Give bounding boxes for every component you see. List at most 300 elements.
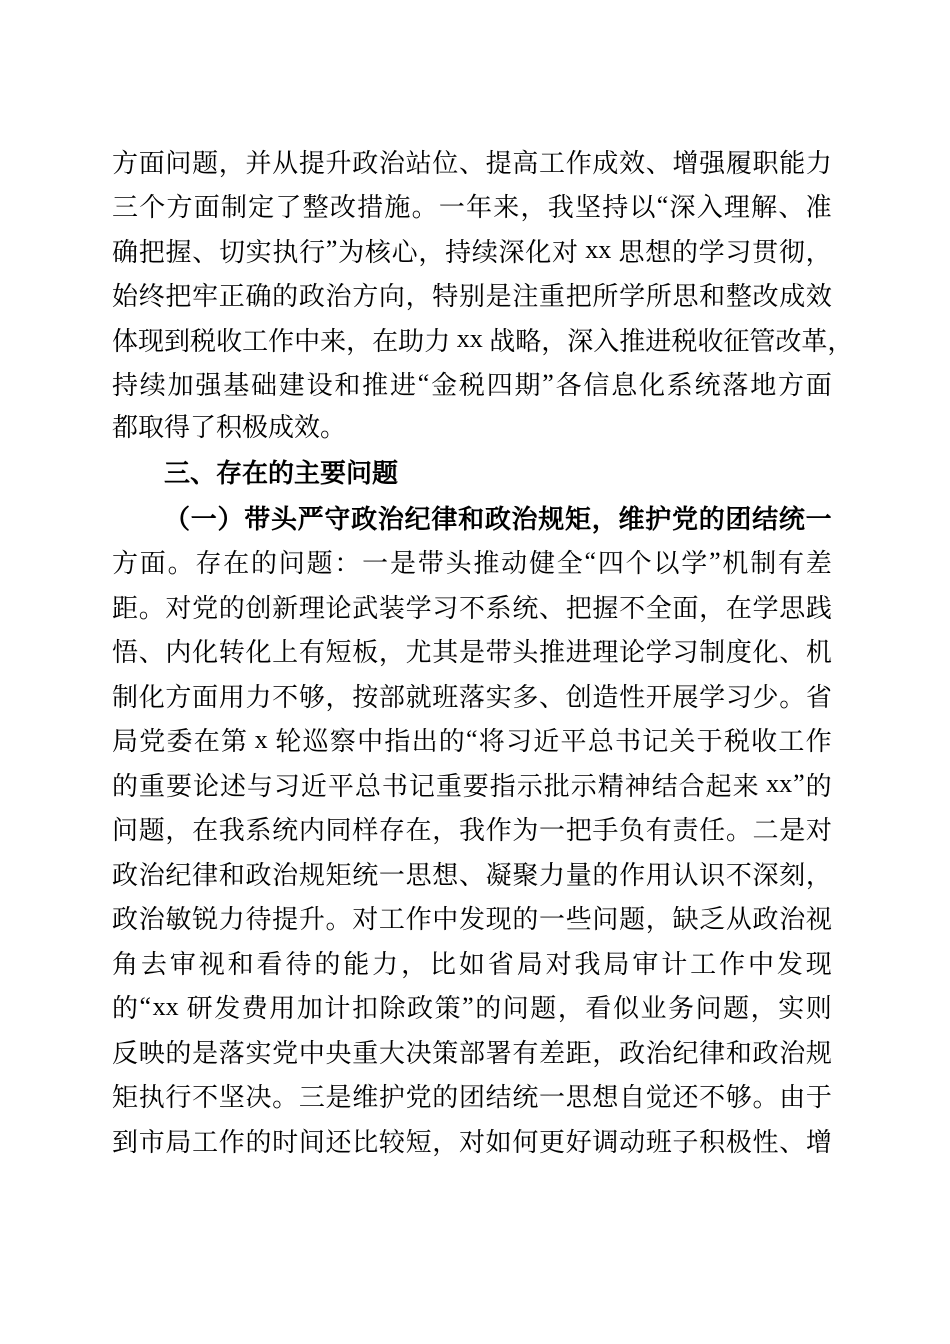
text-line	[112, 851, 832, 896]
text-line	[112, 362, 832, 407]
text-line	[112, 584, 832, 629]
text-token: 在	[192, 816, 219, 846]
text-token: 板	[352, 638, 379, 668]
text-token: 治	[325, 282, 352, 312]
text-token: ，	[805, 860, 832, 890]
text-token: 理	[298, 593, 325, 623]
text-token: 工	[192, 1127, 219, 1157]
text-token: 以	[653, 549, 680, 579]
text-token: 深	[752, 860, 779, 890]
text-token: 矩	[112, 1083, 139, 1113]
text-token: 持	[112, 371, 139, 401]
text-token: 效	[805, 282, 832, 312]
text-token: ”	[793, 769, 805, 799]
text-token: 进	[389, 371, 416, 401]
text-token: 党	[405, 1083, 432, 1113]
text-token: 量	[565, 860, 592, 890]
text-token: 记	[408, 771, 435, 801]
text-token: 面	[193, 193, 220, 223]
text-token: 确	[245, 282, 272, 312]
text-token: 纪	[404, 504, 431, 534]
text-token: 结	[651, 771, 678, 801]
text-token: ，	[591, 504, 618, 534]
text-token: 的	[432, 1083, 459, 1113]
text-token: 重	[352, 1038, 379, 1068]
text-token: 武	[352, 593, 379, 623]
text-token: 对	[352, 905, 379, 935]
text-token: 自	[619, 1083, 646, 1113]
text-line	[112, 1118, 832, 1163]
text-token: 确	[112, 237, 139, 267]
text-token: 从	[725, 905, 752, 935]
text-token: 中	[357, 727, 384, 757]
text-token: 思	[779, 593, 806, 623]
text-token: 三	[112, 193, 139, 223]
text-token: 化	[245, 638, 272, 668]
text-token: 的	[512, 905, 539, 935]
text-token: 握	[165, 237, 192, 267]
text-line	[112, 762, 832, 807]
text-token: 度	[725, 638, 752, 668]
text-token: 巡	[302, 727, 329, 757]
text-token: 不	[699, 1083, 726, 1113]
text-token: 样	[352, 816, 379, 846]
text-token: 并	[245, 148, 272, 178]
text-token: 提	[298, 148, 325, 178]
text-token: 整	[302, 193, 329, 223]
text-token: 实	[485, 682, 512, 712]
text-token: 工	[378, 905, 405, 935]
text-token: 所	[592, 282, 619, 312]
text-token: 任	[699, 816, 726, 846]
text-token: 第	[220, 727, 247, 757]
text-token: 学	[405, 593, 432, 623]
text-token: 方	[112, 549, 139, 579]
text-token: 是	[779, 816, 806, 846]
text-token: 出	[411, 727, 438, 757]
text-token: 局	[165, 1127, 192, 1157]
text-token: 动	[501, 549, 528, 579]
text-token: 化	[138, 682, 165, 712]
text-token: 我	[574, 949, 601, 979]
text-token: 思	[672, 282, 699, 312]
text-token: ，	[699, 593, 726, 623]
text-token: 不	[725, 860, 752, 890]
text-token: 学	[681, 549, 708, 579]
text-token: 推	[539, 638, 566, 668]
text-token: 税	[458, 371, 485, 401]
text-token: 问	[502, 994, 529, 1024]
text-token: 习	[273, 771, 300, 801]
text-token: 在	[223, 549, 250, 579]
text-token: 作	[719, 949, 746, 979]
text-token: 习	[672, 638, 699, 668]
text-token: 提	[272, 905, 299, 935]
text-token: ”	[462, 991, 474, 1021]
text-token: 起	[705, 771, 732, 801]
text-token: 问	[112, 816, 139, 846]
text-token: 律	[431, 504, 458, 534]
text-token: 进	[645, 326, 672, 356]
text-token: 系	[485, 593, 512, 623]
text-token: 施	[384, 193, 411, 223]
text-token: 推	[619, 326, 646, 356]
text-token: ，	[401, 949, 428, 979]
text-token: 。	[725, 816, 752, 846]
text-token: 略	[515, 326, 542, 356]
text-token: 习	[432, 593, 459, 623]
text-token: 在	[405, 816, 432, 846]
text-token: 措	[357, 193, 384, 223]
text-token: 定	[248, 193, 275, 223]
text-token: 动	[619, 1127, 646, 1157]
text-token: 习	[725, 237, 752, 267]
text-token: 在	[372, 326, 399, 356]
text-token: 署	[485, 1038, 512, 1068]
text-token: 解	[751, 193, 778, 223]
text-token: 为	[338, 237, 365, 267]
text-token: 少	[752, 682, 779, 712]
text-token: 将	[478, 727, 505, 757]
text-token: 化	[525, 237, 552, 267]
text-token: 化	[752, 638, 779, 668]
text-token: xx	[759, 769, 793, 799]
text-token: ，	[378, 638, 405, 668]
text-token: 平	[327, 771, 354, 801]
text-token: 、	[138, 638, 165, 668]
text-token: 局	[112, 727, 139, 757]
text-token: 的	[112, 771, 139, 801]
text-token: ，	[165, 816, 192, 846]
text-token: 聚	[512, 860, 539, 890]
text-token: 握	[592, 593, 619, 623]
text-line	[112, 317, 854, 362]
text-token: 治	[645, 1038, 672, 1068]
text-token: 整	[725, 282, 752, 312]
text-token: 题	[619, 905, 646, 935]
text-line	[112, 940, 832, 985]
text-token: 新	[272, 593, 299, 623]
text-token: 二	[752, 816, 779, 846]
text-token: 理	[723, 193, 750, 223]
text-token: 我	[458, 816, 485, 846]
text-token: 践	[805, 593, 832, 623]
text-token: ，	[805, 237, 832, 267]
text-token: 学	[619, 282, 646, 312]
text-token: ，	[541, 326, 568, 356]
text-token: 存	[378, 816, 405, 846]
text-token: 就	[405, 682, 432, 712]
text-token: 缺	[672, 905, 699, 935]
text-token: 是	[192, 1038, 219, 1068]
text-token: 续	[139, 371, 166, 401]
text-token: 去	[140, 949, 167, 979]
text-token: 是	[458, 638, 485, 668]
text-token: 方	[112, 148, 139, 178]
text-token: 力	[372, 949, 399, 979]
text-token: 尤	[405, 638, 432, 668]
text-token: 。	[167, 549, 194, 579]
text-token: 系	[666, 371, 693, 401]
text-token: 和	[334, 371, 361, 401]
text-token: ，	[346, 326, 373, 356]
text-token: 四	[486, 371, 513, 401]
text-token: 助	[398, 326, 425, 356]
text-token: 一	[438, 193, 465, 223]
text-token: 多	[512, 682, 539, 712]
text-token: 严	[297, 504, 324, 534]
text-token: 手	[592, 816, 619, 846]
text-token: 我	[218, 816, 245, 846]
text-token: 较	[378, 1127, 405, 1157]
text-token: 面	[192, 682, 219, 712]
text-token: 于	[696, 727, 723, 757]
text-token: 看	[585, 994, 612, 1024]
text-token: 向	[378, 282, 405, 312]
text-token: 系	[245, 816, 272, 846]
text-token: 头	[270, 504, 297, 534]
text-token: 收	[216, 326, 243, 356]
text-token: ，	[218, 148, 245, 178]
text-token: 统	[694, 371, 721, 401]
text-token: 现	[805, 949, 832, 979]
text-token: 造	[592, 682, 619, 712]
text-token: 和	[458, 504, 485, 534]
text-token: ，	[405, 282, 432, 312]
text-token: （	[164, 504, 191, 534]
text-token: 内	[298, 816, 325, 846]
text-token: 一	[190, 504, 217, 534]
text-token: 同	[325, 816, 352, 846]
text-token: 彻	[778, 237, 805, 267]
text-token: 比	[352, 1127, 379, 1157]
text-token: 提	[485, 148, 512, 178]
text-token: 中	[747, 949, 774, 979]
text-token: 发	[458, 905, 485, 935]
text-token: 工	[539, 148, 566, 178]
text-token: 近	[300, 771, 327, 801]
text-token: 想	[432, 860, 459, 890]
text-token: 按	[352, 682, 379, 712]
text-token: 务	[668, 994, 695, 1024]
text-token: 看	[256, 949, 283, 979]
text-token: 力	[245, 682, 272, 712]
text-token: 中	[432, 905, 459, 935]
text-token: 责	[672, 816, 699, 846]
text-token: ，	[432, 1127, 459, 1157]
text-token: 的	[698, 504, 725, 534]
text-token: 一	[539, 1083, 566, 1113]
text-token: 机	[805, 638, 832, 668]
text-token: 持	[445, 237, 472, 267]
text-token: 学	[752, 593, 779, 623]
text-token: 创	[565, 682, 592, 712]
text-token: 维	[352, 1083, 379, 1113]
text-token: 学	[645, 638, 672, 668]
text-token: 记	[642, 727, 669, 757]
text-token: 律	[699, 1038, 726, 1068]
text-token: 述	[219, 771, 246, 801]
text-token: 方	[352, 282, 379, 312]
text-token: 成	[779, 282, 806, 312]
text-token: 特	[432, 282, 459, 312]
text-token: 近	[533, 727, 560, 757]
text-token: 了	[275, 193, 302, 223]
text-token: 加	[167, 371, 194, 401]
text-token: 方	[166, 193, 193, 223]
text-token: 统	[272, 816, 299, 846]
text-token: ，	[645, 905, 672, 935]
text-token: 不	[192, 1083, 219, 1113]
text-token: 问	[165, 148, 192, 178]
text-token: 治	[779, 1038, 806, 1068]
text-token: 学	[698, 237, 725, 267]
text-token: 行	[299, 237, 326, 267]
text-token: 总	[587, 727, 614, 757]
text-token: 视	[198, 949, 225, 979]
text-token: 面	[805, 371, 832, 401]
text-token: 个	[625, 549, 652, 579]
text-token: 内	[165, 638, 192, 668]
text-token: 委	[166, 727, 193, 757]
text-token: 来	[732, 771, 759, 801]
text-token: 计	[324, 994, 351, 1024]
text-token: 深	[567, 326, 594, 356]
text-token: 到	[164, 326, 191, 356]
text-token: 政	[112, 860, 139, 890]
text-token: 书	[381, 771, 408, 801]
text-token: 纪	[672, 1038, 699, 1068]
text-line	[112, 228, 832, 273]
text-token: 班	[432, 682, 459, 712]
text-token: 方	[165, 682, 192, 712]
text-token: 革	[801, 326, 828, 356]
text-token: 刻	[779, 860, 806, 890]
text-token: 调	[592, 1127, 619, 1157]
text-token: 政	[351, 504, 378, 534]
section-heading: 三、存在的主要问题	[164, 457, 399, 488]
text-token: 行	[165, 1083, 192, 1113]
text-token: 论	[192, 771, 219, 801]
text-token: ，	[750, 994, 777, 1024]
text-token: 积	[699, 1127, 726, 1157]
text-token: 对	[805, 816, 832, 846]
text-token: 重	[539, 282, 566, 312]
text-token: 、	[192, 237, 219, 267]
text-token: 有	[645, 816, 672, 846]
text-token: 牢	[192, 282, 219, 312]
text-token: 统	[512, 1083, 539, 1113]
text-token: 落	[722, 371, 749, 401]
text-token: 似	[612, 994, 639, 1024]
text-line	[112, 896, 832, 941]
text-token: 的	[112, 994, 139, 1024]
text-token: 治	[378, 148, 405, 178]
text-token: ，	[418, 237, 445, 267]
text-token: 力	[218, 905, 245, 935]
text-token: 制	[220, 193, 247, 223]
text-token: 工	[778, 727, 805, 757]
text-token: 始	[112, 282, 139, 312]
text-token: 现	[138, 326, 165, 356]
text-token: 政	[352, 148, 379, 178]
text-token: 把	[138, 237, 165, 267]
text-token: 性	[619, 682, 646, 712]
text-token: 治	[272, 860, 299, 890]
text-token: 护	[645, 504, 672, 534]
text-token: 正	[218, 282, 245, 312]
text-token: 金	[431, 371, 458, 401]
text-token: 面	[138, 148, 165, 178]
text-token: 如	[458, 949, 485, 979]
text-token: 的	[805, 771, 832, 801]
text-token: 税	[190, 326, 217, 356]
text-token: 。	[411, 193, 438, 223]
text-token: 能	[779, 148, 806, 178]
text-token: 作	[268, 326, 295, 356]
text-token: 要	[462, 771, 489, 801]
text-token: 短	[405, 1127, 432, 1157]
text-token: 成	[592, 148, 619, 178]
text-token: 带	[485, 638, 512, 668]
text-token: 策	[434, 994, 461, 1024]
text-token: 省	[487, 949, 514, 979]
text-token: 的	[272, 282, 299, 312]
text-token: 注	[512, 282, 539, 312]
text-token: 、	[779, 638, 806, 668]
text-token: 局	[516, 949, 543, 979]
text-token: 装	[378, 593, 405, 623]
text-token: 合	[678, 771, 705, 801]
text-token: “	[584, 546, 597, 576]
text-token: 比	[429, 949, 456, 979]
text-token: 其	[432, 638, 459, 668]
text-token: 头	[512, 638, 539, 668]
text-token: ）	[217, 504, 244, 534]
text-token: 实	[245, 1038, 272, 1068]
text-token: 基	[223, 371, 250, 401]
text-token: 、	[778, 193, 805, 223]
text-token: 的	[165, 1038, 192, 1068]
text-token: 升	[298, 905, 325, 935]
text-token: 差	[539, 1038, 566, 1068]
text-token: 把	[565, 816, 592, 846]
text-token: xx	[450, 324, 490, 354]
text-token: 党	[139, 727, 166, 757]
text-token: 来	[493, 193, 520, 223]
text-token: “	[656, 190, 669, 220]
text-token: ，	[520, 193, 547, 223]
text-token: 落	[218, 1038, 245, 1068]
text-token: 理	[592, 638, 619, 668]
text-token: 的	[592, 860, 619, 890]
text-token: 上	[272, 638, 299, 668]
text-token: 党	[192, 593, 219, 623]
text-token: 有	[512, 1038, 539, 1068]
text-token: xx	[152, 991, 186, 1021]
text-token: ，	[432, 816, 459, 846]
text-token: 发	[214, 994, 241, 1024]
text-token: 地	[750, 371, 777, 401]
text-token: 部	[458, 1038, 485, 1068]
text-token: 础	[250, 371, 277, 401]
text-token: 进	[565, 638, 592, 668]
text-token: 终	[138, 282, 165, 312]
text-token: 用	[269, 994, 296, 1024]
text-token: 班	[645, 1127, 672, 1157]
text-token: ，	[592, 1038, 619, 1068]
text-line	[112, 184, 832, 229]
